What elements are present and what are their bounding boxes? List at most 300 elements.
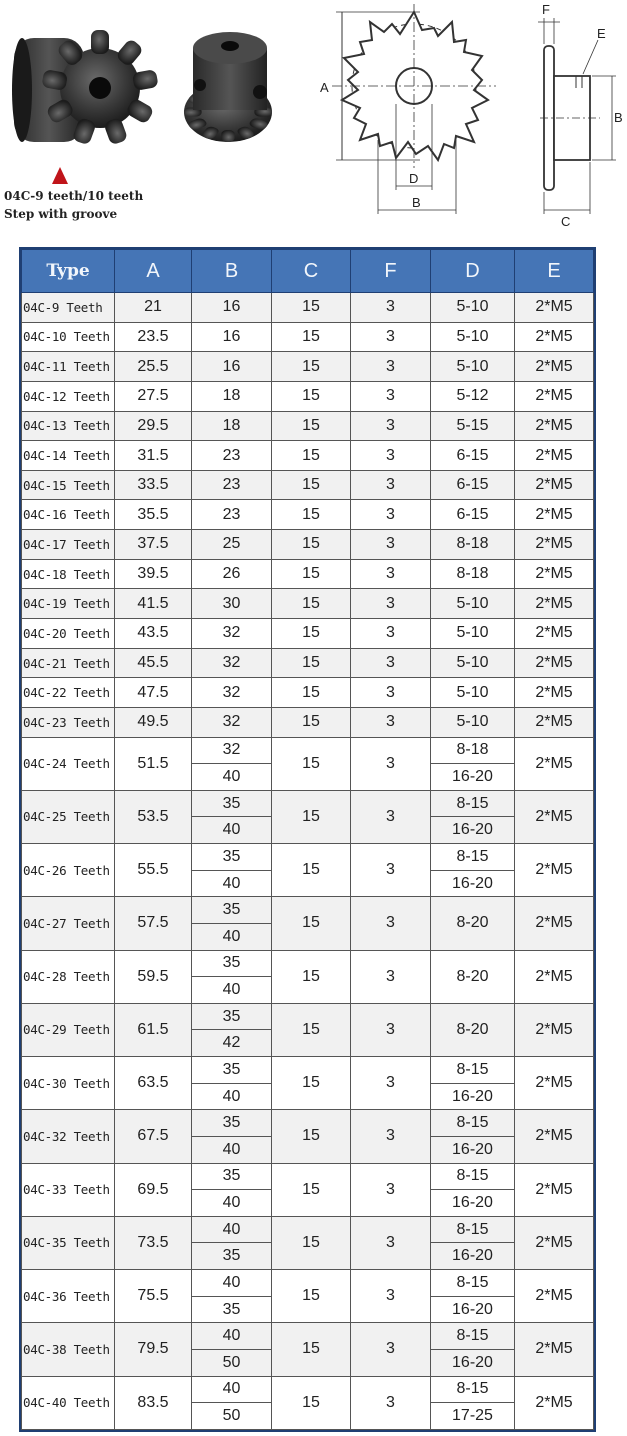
cell-type: 04C-24 Teeth	[22, 737, 115, 790]
table-row	[22, 352, 594, 382]
cell-a: 69.5	[115, 1163, 192, 1216]
cell-d: 8-20	[431, 1003, 515, 1056]
table-row	[22, 844, 594, 897]
cell-type: 04C-36 Teeth	[22, 1270, 115, 1323]
side-label-c: C	[561, 214, 571, 229]
marker-triangle-icon	[52, 167, 68, 184]
cell-c: 15	[272, 559, 351, 589]
spec-table	[21, 249, 594, 1430]
side-label-f: F	[542, 2, 550, 17]
cell-d: 8-18	[431, 530, 515, 560]
cell-c: 15	[272, 441, 351, 471]
cell-b-value: 35	[192, 791, 271, 818]
cell-d-split	[431, 738, 514, 790]
column-header-a: A	[115, 250, 192, 293]
cell-e: 2*M5	[515, 648, 594, 678]
cell-b	[192, 897, 272, 950]
cell-a: 41.5	[115, 589, 192, 619]
cell-b	[192, 1270, 272, 1323]
cell-b-value: 40	[222, 821, 241, 839]
cell-e: 2*M5	[515, 322, 594, 352]
cell-a: 79.5	[115, 1323, 192, 1376]
cell-e: 2*M5	[515, 1323, 594, 1376]
cell-a: 83.5	[115, 1376, 192, 1429]
cell-b-value: 40	[222, 927, 241, 945]
cell-d	[431, 1376, 515, 1429]
cell-c: 15	[272, 352, 351, 382]
cell-a: 29.5	[115, 411, 192, 441]
cell-d-split	[431, 1377, 514, 1429]
cell-d: 6-15	[431, 441, 515, 471]
cell-d	[431, 1216, 515, 1269]
cell-c: 15	[272, 844, 351, 897]
cell-e: 2*M5	[515, 1003, 594, 1056]
cell-e: 2*M5	[515, 381, 594, 411]
cell-b: 23	[192, 441, 272, 471]
cell-d-value: 8-15	[431, 844, 514, 871]
table-row	[22, 737, 594, 790]
cell-b-value: 40	[222, 768, 241, 786]
cell-b-value: 40	[192, 1323, 271, 1350]
table-row	[22, 790, 594, 843]
cell-e: 2*M5	[515, 530, 594, 560]
table-row	[22, 500, 594, 530]
table-row	[22, 411, 594, 441]
cell-a: 31.5	[115, 441, 192, 471]
cell-a: 39.5	[115, 559, 192, 589]
column-header-f: F	[351, 250, 431, 293]
front-label-d: D	[409, 171, 419, 186]
table-row	[22, 1216, 594, 1269]
column-header-type: Type	[22, 250, 115, 293]
cell-e: 2*M5	[515, 441, 594, 471]
cell-d	[431, 790, 515, 843]
cell-f: 3	[351, 589, 431, 619]
cell-a: 61.5	[115, 1003, 192, 1056]
cell-b-split	[192, 1164, 271, 1216]
cell-d: 8-20	[431, 897, 515, 950]
cell-f: 3	[351, 470, 431, 500]
cell-b-value: 35	[222, 1300, 241, 1318]
cell-d-split	[431, 844, 514, 896]
cell-b-value: 35	[192, 1004, 271, 1031]
product-header	[0, 0, 627, 240]
cell-a: 59.5	[115, 950, 192, 1003]
cell-d-value: 16-20	[452, 1300, 493, 1318]
cell-b-value: 35	[192, 844, 271, 871]
cell-f: 3	[351, 1376, 431, 1429]
cell-a: 51.5	[115, 737, 192, 790]
cell-b	[192, 1216, 272, 1269]
cell-b	[192, 1163, 272, 1216]
cell-d	[431, 1110, 515, 1163]
cell-a: 47.5	[115, 678, 192, 708]
cell-type: 04C-32 Teeth	[22, 1110, 115, 1163]
cell-b	[192, 1003, 272, 1056]
cell-f: 3	[351, 648, 431, 678]
cell-d: 6-15	[431, 470, 515, 500]
cell-d: 5-10	[431, 322, 515, 352]
cell-f: 3	[351, 293, 431, 323]
cell-type: 04C-38 Teeth	[22, 1323, 115, 1376]
cell-c: 15	[272, 1270, 351, 1323]
cell-c: 15	[272, 737, 351, 790]
cell-b: 23	[192, 500, 272, 530]
table-row	[22, 559, 594, 589]
cell-f: 3	[351, 530, 431, 560]
cell-c: 15	[272, 1323, 351, 1376]
cell-c: 15	[272, 950, 351, 1003]
cell-d: 6-15	[431, 500, 515, 530]
cell-type: 04C-20 Teeth	[22, 619, 115, 649]
cell-b-value: 40	[222, 1087, 241, 1105]
cell-d-value: 8-15	[431, 1110, 514, 1137]
cell-b: 16	[192, 352, 272, 382]
cell-c: 15	[272, 790, 351, 843]
cell-b-value: 40	[222, 874, 241, 892]
cell-e: 2*M5	[515, 1216, 594, 1269]
cell-e: 2*M5	[515, 352, 594, 382]
cell-c: 15	[272, 897, 351, 950]
cell-b	[192, 1376, 272, 1429]
cell-b-value: 40	[222, 1140, 241, 1158]
cell-c: 15	[272, 1110, 351, 1163]
cell-d-split	[431, 1270, 514, 1322]
cell-type: 04C-21 Teeth	[22, 648, 115, 678]
cell-b: 16	[192, 293, 272, 323]
cell-e: 2*M5	[515, 1057, 594, 1110]
cell-d	[431, 1323, 515, 1376]
cell-f: 3	[351, 619, 431, 649]
cell-type: 04C-16 Teeth	[22, 500, 115, 530]
cell-b-value: 32	[192, 738, 271, 765]
cell-d-value: 8-15	[431, 1057, 514, 1084]
cell-d-value: 8-15	[431, 1217, 514, 1244]
cell-type: 04C-14 Teeth	[22, 441, 115, 471]
side-label-b: B	[614, 110, 623, 125]
cell-c: 15	[272, 293, 351, 323]
cell-d-value: 16-20	[452, 1247, 493, 1265]
cell-c: 15	[272, 1163, 351, 1216]
cell-b-split	[192, 1377, 271, 1429]
cell-d	[431, 1163, 515, 1216]
cell-f: 3	[351, 559, 431, 589]
cell-c: 15	[272, 707, 351, 737]
table-row	[22, 1270, 594, 1323]
cell-d	[431, 844, 515, 897]
table-row	[22, 589, 594, 619]
cell-f: 3	[351, 1163, 431, 1216]
cell-e: 2*M5	[515, 589, 594, 619]
cell-e: 2*M5	[515, 844, 594, 897]
cell-b-split	[192, 1270, 271, 1322]
cell-d-value: 16-20	[452, 821, 493, 839]
cell-type: 04C-26 Teeth	[22, 844, 115, 897]
table-header-row	[22, 250, 594, 293]
cell-b: 26	[192, 559, 272, 589]
cell-f: 3	[351, 707, 431, 737]
cell-e: 2*M5	[515, 1110, 594, 1163]
cell-c: 15	[272, 619, 351, 649]
table-row	[22, 1057, 594, 1110]
table-row	[22, 648, 594, 678]
cell-a: 53.5	[115, 790, 192, 843]
cell-type: 04C-28 Teeth	[22, 950, 115, 1003]
cell-d-value: 8-15	[431, 1270, 514, 1297]
cell-f: 3	[351, 790, 431, 843]
cell-d-value: 8-15	[431, 791, 514, 818]
cell-e: 2*M5	[515, 411, 594, 441]
cell-f: 3	[351, 950, 431, 1003]
cell-d: 5-10	[431, 619, 515, 649]
cell-d-value: 16-20	[452, 768, 493, 786]
side-view-drawing	[538, 18, 616, 214]
cell-c: 15	[272, 648, 351, 678]
cell-b-value: 50	[222, 1407, 241, 1425]
cell-b-value: 35	[222, 1247, 241, 1265]
cell-d-value: 8-15	[431, 1323, 514, 1350]
cell-d: 8-18	[431, 559, 515, 589]
cell-b	[192, 737, 272, 790]
cell-d-split	[431, 1057, 514, 1109]
cell-c: 15	[272, 678, 351, 708]
cell-b: 18	[192, 381, 272, 411]
table-row	[22, 441, 594, 471]
cell-b: 32	[192, 648, 272, 678]
cell-f: 3	[351, 500, 431, 530]
cell-b	[192, 844, 272, 897]
product-caption	[4, 187, 143, 223]
cell-b-value: 40	[222, 981, 241, 999]
side-label-e: E	[597, 26, 606, 41]
cell-f: 3	[351, 352, 431, 382]
cell-d-value: 16-20	[452, 874, 493, 892]
cell-b-split	[192, 1110, 271, 1162]
cell-a: 63.5	[115, 1057, 192, 1110]
cell-d	[431, 737, 515, 790]
cell-f: 3	[351, 1003, 431, 1056]
cell-d-split	[431, 1164, 514, 1216]
cell-type: 04C-33 Teeth	[22, 1163, 115, 1216]
cell-d: 5-10	[431, 352, 515, 382]
cell-d-value: 16-20	[452, 1353, 493, 1371]
cell-a: 55.5	[115, 844, 192, 897]
cell-b-value: 35	[192, 1110, 271, 1137]
cell-b: 32	[192, 619, 272, 649]
cell-b-split	[192, 1217, 271, 1269]
cell-e: 2*M5	[515, 619, 594, 649]
cell-b-value: 40	[192, 1217, 271, 1244]
cell-type: 04C-9 Teeth	[22, 293, 115, 323]
cell-b: 16	[192, 322, 272, 352]
table-row	[22, 1323, 594, 1376]
cell-d-split	[431, 1110, 514, 1162]
table-row	[22, 678, 594, 708]
cell-a: 45.5	[115, 648, 192, 678]
cell-b-value: 35	[192, 1164, 271, 1191]
cell-d-split	[431, 791, 514, 843]
table-row	[22, 950, 594, 1003]
cell-d-value: 8-15	[431, 1164, 514, 1191]
cell-b-split	[192, 951, 271, 1003]
cell-d-value: 16-20	[452, 1194, 493, 1212]
cell-b-value: 35	[192, 897, 271, 924]
cell-b: 18	[192, 411, 272, 441]
cell-d-value: 16-20	[452, 1140, 493, 1158]
cell-f: 3	[351, 844, 431, 897]
cell-a: 23.5	[115, 322, 192, 352]
cell-type: 04C-27 Teeth	[22, 897, 115, 950]
cell-e: 2*M5	[515, 1163, 594, 1216]
cell-type: 04C-40 Teeth	[22, 1376, 115, 1429]
cell-d: 5-10	[431, 293, 515, 323]
cell-b-value: 35	[192, 1057, 271, 1084]
cell-d-split	[431, 1323, 514, 1375]
caption-line-1: 04C-9 teeth/10 teeth	[4, 189, 144, 203]
cell-type: 04C-13 Teeth	[22, 411, 115, 441]
cell-d: 5-10	[431, 589, 515, 619]
cell-d-value: 8-15	[431, 1377, 514, 1404]
cell-d-value: 16-20	[452, 1087, 493, 1105]
cell-type: 04C-18 Teeth	[22, 559, 115, 589]
table-row	[22, 1163, 594, 1216]
cell-b: 32	[192, 707, 272, 737]
cell-b-value: 42	[222, 1034, 241, 1052]
cell-d: 5-10	[431, 707, 515, 737]
column-header-b: B	[192, 250, 272, 293]
cell-f: 3	[351, 737, 431, 790]
sprocket-photo-1	[12, 30, 159, 146]
cell-type: 04C-23 Teeth	[22, 707, 115, 737]
cell-b	[192, 1323, 272, 1376]
cell-b-split	[192, 1057, 271, 1109]
cell-a: 49.5	[115, 707, 192, 737]
cell-d	[431, 1270, 515, 1323]
cell-c: 15	[272, 1003, 351, 1056]
cell-e: 2*M5	[515, 293, 594, 323]
cell-e: 2*M5	[515, 678, 594, 708]
table-row	[22, 470, 594, 500]
cell-a: 67.5	[115, 1110, 192, 1163]
cell-b: 32	[192, 678, 272, 708]
cell-b-value: 40	[192, 1377, 271, 1404]
cell-type: 04C-10 Teeth	[22, 322, 115, 352]
cell-type: 04C-15 Teeth	[22, 470, 115, 500]
cell-d: 5-12	[431, 381, 515, 411]
cell-e: 2*M5	[515, 500, 594, 530]
cell-b-split	[192, 1323, 271, 1375]
table-row	[22, 381, 594, 411]
cell-type: 04C-25 Teeth	[22, 790, 115, 843]
cell-f: 3	[351, 897, 431, 950]
cell-a: 35.5	[115, 500, 192, 530]
cell-c: 15	[272, 530, 351, 560]
cell-a: 33.5	[115, 470, 192, 500]
cell-a: 25.5	[115, 352, 192, 382]
cell-a: 21	[115, 293, 192, 323]
cell-b-split	[192, 897, 271, 949]
spec-table-frame	[19, 247, 596, 1432]
cell-d: 5-10	[431, 678, 515, 708]
table-row	[22, 1376, 594, 1429]
cell-e: 2*M5	[515, 559, 594, 589]
cell-c: 15	[272, 589, 351, 619]
cell-b	[192, 790, 272, 843]
cell-c: 15	[272, 381, 351, 411]
cell-e: 2*M5	[515, 470, 594, 500]
cell-c: 15	[272, 500, 351, 530]
cell-d: 5-10	[431, 648, 515, 678]
column-header-c: C	[272, 250, 351, 293]
caption-line-2: Step with groove	[4, 207, 118, 221]
cell-b-value: 40	[222, 1194, 241, 1212]
cell-b-value: 50	[222, 1353, 241, 1371]
cell-f: 3	[351, 1270, 431, 1323]
cell-e: 2*M5	[515, 790, 594, 843]
table-row	[22, 293, 594, 323]
cell-e: 2*M5	[515, 897, 594, 950]
cell-b-split	[192, 791, 271, 843]
cell-a: 75.5	[115, 1270, 192, 1323]
cell-type: 04C-29 Teeth	[22, 1003, 115, 1056]
cell-b: 30	[192, 589, 272, 619]
cell-f: 3	[351, 1110, 431, 1163]
cell-c: 15	[272, 470, 351, 500]
sprocket-photo-2	[184, 32, 272, 142]
cell-type: 04C-30 Teeth	[22, 1057, 115, 1110]
cell-f: 3	[351, 1057, 431, 1110]
cell-c: 15	[272, 1057, 351, 1110]
cell-b-value: 40	[192, 1270, 271, 1297]
cell-b-split	[192, 1004, 271, 1056]
cell-type: 04C-35 Teeth	[22, 1216, 115, 1269]
cell-d-value: 8-18	[431, 738, 514, 765]
column-header-e: E	[515, 250, 594, 293]
cell-f: 3	[351, 1323, 431, 1376]
table-body	[22, 293, 594, 1430]
cell-f: 3	[351, 441, 431, 471]
cell-e: 2*M5	[515, 1270, 594, 1323]
cell-e: 2*M5	[515, 737, 594, 790]
cell-a: 37.5	[115, 530, 192, 560]
cell-b	[192, 950, 272, 1003]
cell-b: 23	[192, 470, 272, 500]
cell-e: 2*M5	[515, 1376, 594, 1429]
cell-type: 04C-11 Teeth	[22, 352, 115, 382]
table-row	[22, 1110, 594, 1163]
cell-a: 57.5	[115, 897, 192, 950]
cell-e: 2*M5	[515, 707, 594, 737]
cell-b-value: 35	[192, 951, 271, 978]
cell-f: 3	[351, 381, 431, 411]
cell-c: 15	[272, 1376, 351, 1429]
cell-f: 3	[351, 1216, 431, 1269]
table-row	[22, 707, 594, 737]
table-row	[22, 1003, 594, 1056]
cell-type: 04C-22 Teeth	[22, 678, 115, 708]
cell-b-split	[192, 738, 271, 790]
cell-c: 15	[272, 322, 351, 352]
cell-d: 8-20	[431, 950, 515, 1003]
front-label-b: B	[412, 195, 421, 210]
cell-c: 15	[272, 411, 351, 441]
cell-type: 04C-17 Teeth	[22, 530, 115, 560]
table-row	[22, 619, 594, 649]
cell-e: 2*M5	[515, 950, 594, 1003]
cell-b: 25	[192, 530, 272, 560]
cell-f: 3	[351, 322, 431, 352]
cell-f: 3	[351, 678, 431, 708]
